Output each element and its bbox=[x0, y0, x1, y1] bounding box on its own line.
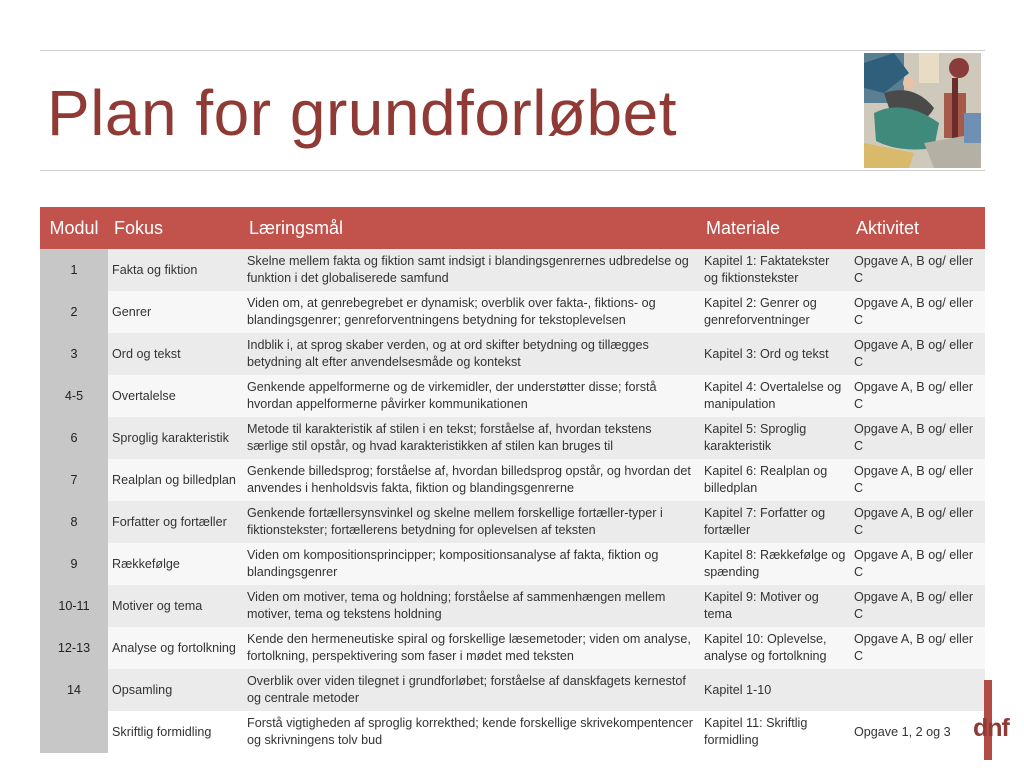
laeringsmaal-cell: Overblik over viden tilegnet i grundforløbet; forståelse af danskfagets kernestof og centrale metoder bbox=[243, 669, 700, 711]
fokus-cell: Ord og tekst bbox=[108, 333, 243, 375]
materiale-cell: Kapitel 8: Rækkefølge og spænding bbox=[700, 543, 850, 585]
fokus-cell: Overtalelse bbox=[108, 375, 243, 417]
laeringsmaal-cell: Genkende appelformerne og de virkemidler, der understøtter disse; forstå hvordan appelformerne påvirker kommunikationen bbox=[243, 375, 700, 417]
modul-cell: 2 bbox=[40, 291, 108, 333]
materiale-cell: Kapitel 4: Overtalelse og manipulation bbox=[700, 375, 850, 417]
modul-cell: 14 bbox=[40, 669, 108, 711]
laeringsmaal-cell: Kende den hermeneutiske spiral og forskellige læsemetoder; viden om analyse, fortolkning, perspektivering som faser i mødet med teksten bbox=[243, 627, 700, 669]
laeringsmaal-cell: Genkende billedsprog; forståelse af, hvordan billedsprog opstår, og hvordan det anvendes i henholdsvis fakta, fiktion og blandingsgenrerne bbox=[243, 459, 700, 501]
laeringsmaal-cell: Skelne mellem fakta og fiktion samt indsigt i blandingsgenrernes udbredelse og funktion i det globaliserede samfund bbox=[243, 249, 700, 291]
aktivitet-cell: Opgave A, B og/ eller C bbox=[850, 543, 985, 585]
laeringsmaal-cell: Metode til karakteristik af stilen i en tekst; forståelse af, hvordan tekstens særlige stil opstår, og hvad karakteristikken af stilen kan bruges til bbox=[243, 417, 700, 459]
materiale-cell: Kapitel 1-10 bbox=[700, 669, 850, 711]
header-aktivitet: Aktivitet bbox=[850, 207, 985, 249]
aktivitet-cell: Opgave A, B og/ eller C bbox=[850, 333, 985, 375]
fokus-cell: Motiver og tema bbox=[108, 585, 243, 627]
fokus-cell: Rækkefølge bbox=[108, 543, 243, 585]
table-row bbox=[40, 711, 985, 753]
modul-cell bbox=[40, 711, 108, 753]
page-title: Plan for grundforløbet bbox=[47, 77, 677, 149]
header-modul: Modul bbox=[40, 207, 108, 249]
materiale-cell: Kapitel 3: Ord og tekst bbox=[700, 333, 850, 375]
fokus-cell: Skriftlig formidling bbox=[108, 711, 243, 753]
modul-cell: 1 bbox=[40, 249, 108, 291]
laeringsmaal-cell: Viden om, at genrebegrebet er dynamisk; overblik over fakta-, fiktions- og blandingsgenrer; genreforventningens betydning for tekstoplevelsen bbox=[243, 291, 700, 333]
modul-cell: 6 bbox=[40, 417, 108, 459]
modul-cell: 4-5 bbox=[40, 375, 108, 417]
aktivitet-cell: Opgave A, B og/ eller C bbox=[850, 627, 985, 669]
table-header-row bbox=[40, 207, 985, 249]
modul-cell: 8 bbox=[40, 501, 108, 543]
fokus-cell: Analyse og fortolkning bbox=[108, 627, 243, 669]
materiale-cell: Kapitel 6: Realplan og billedplan bbox=[700, 459, 850, 501]
aktivitet-cell: Opgave 1, 2 og 3 bbox=[850, 711, 985, 753]
laeringsmaal-cell: Genkende fortællersynsvinkel og skelne mellem forskellige fortæller-typer i fiktionstekster; fortællerens betydning for oplevelsen af teksten bbox=[243, 501, 700, 543]
fokus-cell: Realplan og billedplan bbox=[108, 459, 243, 501]
table-row bbox=[40, 249, 985, 291]
header-fokus: Fokus bbox=[108, 207, 243, 249]
modul-cell: 7 bbox=[40, 459, 108, 501]
materiale-cell: Kapitel 5: Sproglig karakteristik bbox=[700, 417, 850, 459]
fokus-cell: Forfatter og fortæller bbox=[108, 501, 243, 543]
table-row bbox=[40, 417, 985, 459]
modul-cell: 9 bbox=[40, 543, 108, 585]
materiale-cell: Kapitel 2: Genrer og genreforventninger bbox=[700, 291, 850, 333]
table-row bbox=[40, 501, 985, 543]
aktivitet-cell: Opgave A, B og/ eller C bbox=[850, 585, 985, 627]
modul-cell: 3 bbox=[40, 333, 108, 375]
fokus-cell: Genrer bbox=[108, 291, 243, 333]
table-row bbox=[40, 627, 985, 669]
publisher-logo bbox=[973, 714, 1023, 748]
materiale-cell: Kapitel 1: Faktatekster og fiktionstekster bbox=[700, 249, 850, 291]
laeringsmaal-cell: Viden om motiver, tema og holdning; forståelse af sammenhængen mellem motiver, tema og tekstens holdning bbox=[243, 585, 700, 627]
table-row bbox=[40, 459, 985, 501]
modul-cell: 10-11 bbox=[40, 585, 108, 627]
aktivitet-cell bbox=[850, 669, 985, 711]
fokus-cell: Fakta og fiktion bbox=[108, 249, 243, 291]
aktivitet-cell: Opgave A, B og/ eller C bbox=[850, 459, 985, 501]
materiale-cell: Kapitel 10: Oplevelse, analyse og fortolkning bbox=[700, 627, 850, 669]
table-row bbox=[40, 543, 985, 585]
top-rule bbox=[40, 50, 985, 51]
aktivitet-cell: Opgave A, B og/ eller C bbox=[850, 501, 985, 543]
aktivitet-cell: Opgave A, B og/ eller C bbox=[850, 375, 985, 417]
title-rule bbox=[40, 170, 985, 171]
fokus-cell: Opsamling bbox=[108, 669, 243, 711]
artwork-image bbox=[864, 53, 981, 168]
materiale-cell: Kapitel 9: Motiver og tema bbox=[700, 585, 850, 627]
laeringsmaal-cell: Indblik i, at sprog skaber verden, og at ord skifter betydning og tillægges betydning alt efter anvendelsesmåde og kontekst bbox=[243, 333, 700, 375]
aktivitet-cell: Opgave A, B og/ eller C bbox=[850, 249, 985, 291]
table-row bbox=[40, 375, 985, 417]
table-row bbox=[40, 333, 985, 375]
plan-table bbox=[40, 207, 985, 753]
header-materiale: Materiale bbox=[700, 207, 850, 249]
table-row bbox=[40, 585, 985, 627]
laeringsmaal-cell: Viden om kompositionsprincipper; kompositionsanalyse af fakta, fiktion og blandingsgenrer bbox=[243, 543, 700, 585]
modul-cell: 12-13 bbox=[40, 627, 108, 669]
laeringsmaal-cell: Forstå vigtigheden af sproglig korrekthed; kende forskellige skrivekompentencer og skrivningens tolv bud bbox=[243, 711, 700, 753]
aktivitet-cell: Opgave A, B og/ eller C bbox=[850, 291, 985, 333]
table-row bbox=[40, 291, 985, 333]
plan-table-container bbox=[40, 207, 985, 753]
materiale-cell: Kapitel 11: Skriftlig formidling bbox=[700, 711, 850, 753]
fokus-cell: Sproglig karakteristik bbox=[108, 417, 243, 459]
materiale-cell: Kapitel 7: Forfatter og fortæller bbox=[700, 501, 850, 543]
table-row bbox=[40, 669, 985, 711]
aktivitet-cell: Opgave A, B og/ eller C bbox=[850, 417, 985, 459]
header-laeringsmaal: Læringsmål bbox=[243, 207, 700, 249]
logo-text: dnf bbox=[973, 714, 1009, 742]
